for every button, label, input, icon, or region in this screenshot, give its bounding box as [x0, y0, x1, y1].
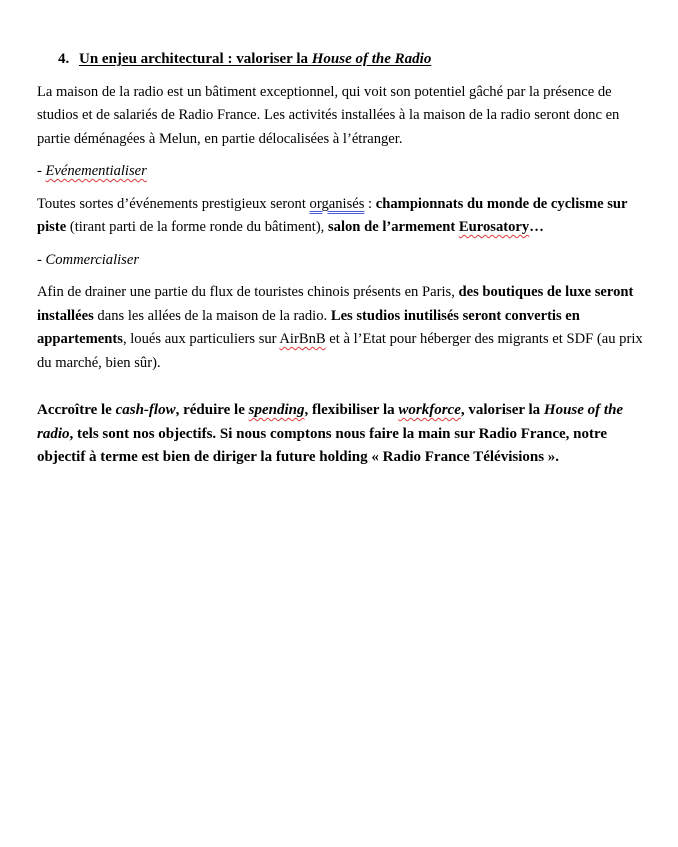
grammar-flagged-word: organisés [309, 195, 365, 212]
intro-paragraph: La maison de la radio est un bâtiment exceptionnel, qui voit son potentiel gâché par la présence de studios et de salariés de Radio France. Les activités installées à la maison de la radio seront donc en partie déménagées à Melun, en partie délocalisées à l’étranger. [37, 83, 620, 147]
bold-run: des boutiques de luxe seront installées [37, 284, 634, 324]
text-run: et à l’Etat pour héberger des migrants et SDF (au prix du marché, bien sûr). [37, 331, 643, 371]
conclusion-paragraph [37, 399, 647, 470]
bold-run: salon de l’armement [327, 219, 459, 235]
spell-flagged-word: workforce [398, 402, 461, 418]
subheading-label: Evénementialiser [45, 163, 147, 179]
text-run: , tels sont nos objectifs. Si nous comptons nous faire la main sur Radio France, notre objectif à terme est bien de diriger la future holding « Radio France Télévisions ». [37, 425, 608, 465]
text-run: , valoriser la [460, 402, 544, 418]
spell-flagged-word: spending [248, 402, 305, 418]
text-run: , flexibiliser la [304, 402, 399, 418]
text-run: , réduire le [175, 402, 249, 418]
commerce-paragraph [37, 281, 647, 375]
subheading-evenementialiser [37, 160, 647, 184]
document-page [37, 48, 647, 479]
italic-run: House of the radio [37, 402, 624, 442]
text-run: dans les allées de la maison de la radio. [93, 307, 331, 324]
text-run: Accroître le [37, 402, 116, 418]
subheading-label: Commercialiser [45, 251, 140, 268]
bold-run: … [529, 219, 544, 235]
text-run: (tirant parti de la forme ronde du bâtiment), [66, 219, 328, 235]
subheading-dash: - [37, 251, 46, 268]
spell-flagged-word: Eurosatory [458, 219, 530, 235]
section-number: 4. [58, 51, 70, 67]
section-title-text: Un enjeu architectural : valoriser la [79, 51, 312, 67]
bold-run: championnats du monde de cyclisme sur piste [37, 195, 628, 235]
text-run: : [364, 195, 376, 212]
text-run: Toutes sortes d’événements prestigieux seront [37, 195, 310, 212]
subheading-dash: - [37, 163, 46, 179]
section-title [79, 51, 431, 67]
events-paragraph [37, 193, 647, 240]
bold-run: Les studios inutilisés seront convertis en appartements [37, 307, 580, 347]
italic-run: cash-flow [115, 402, 176, 418]
text-run: Afin de drainer une partie du flux de touristes chinois présents en Paris, [37, 284, 459, 300]
section-heading [37, 48, 647, 72]
spell-flagged-word: AirBnB [279, 331, 326, 347]
section-title-italic: House of the Radio [311, 51, 432, 67]
subheading-commercialiser [37, 249, 647, 273]
text-run: , loués aux particuliers sur [122, 331, 280, 347]
